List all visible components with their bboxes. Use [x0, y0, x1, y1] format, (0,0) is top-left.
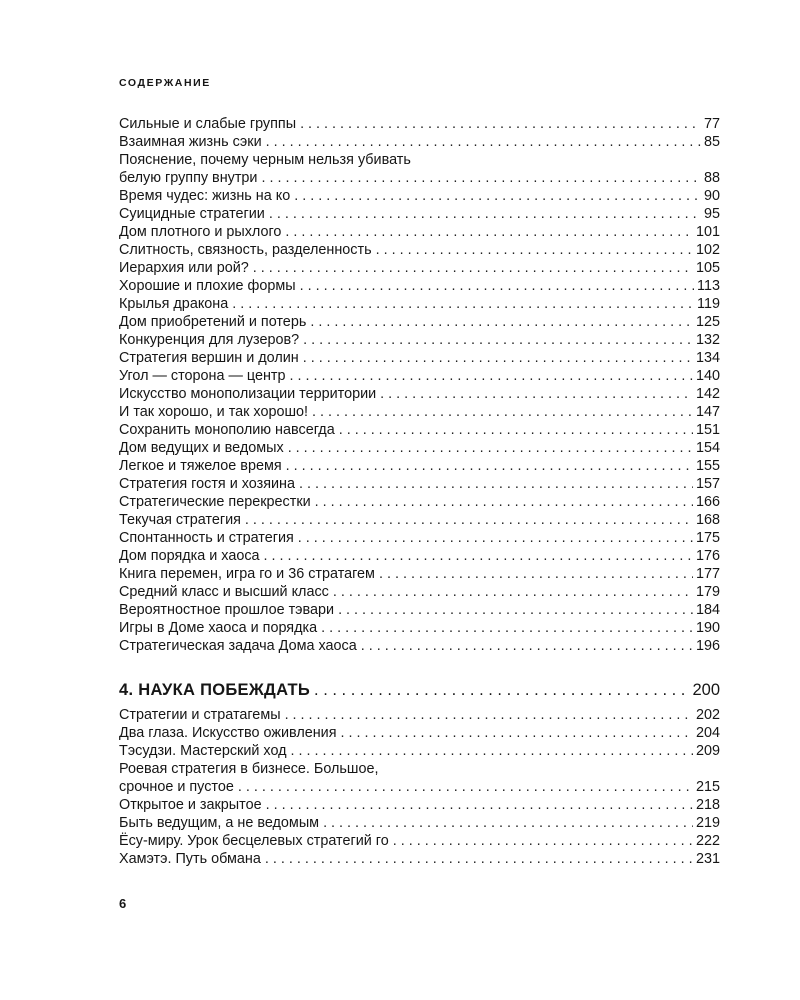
dot-leader: [315, 493, 693, 511]
dot-leader: [269, 205, 701, 223]
toc-entry: [119, 349, 720, 367]
toc-entry-page: 95: [703, 206, 720, 222]
toc-entry: [119, 796, 720, 814]
toc-entry-page: 184: [695, 602, 720, 618]
chapter-page: 200: [692, 681, 720, 699]
toc-entry-title: Стратегическая задача Дома хаоса: [119, 638, 357, 654]
toc-entry-title: Искусство монополизации территории: [119, 386, 377, 402]
toc-entry-title: И так хорошо, и так хорошо!: [119, 404, 309, 420]
page-number: 6: [119, 896, 127, 911]
toc-entry-title: Взаимная жизнь сэки: [119, 134, 262, 150]
toc-entry-title: Конкуренция для лузеров?: [119, 332, 300, 348]
chapter-heading: [119, 680, 720, 700]
toc-entry-title: Иерархия или рой?: [119, 260, 249, 276]
toc-entry: [119, 637, 720, 655]
dot-leader: [288, 439, 693, 457]
dot-leader: [253, 259, 693, 277]
dot-leader: [286, 457, 693, 475]
toc-entry-page: 155: [695, 458, 720, 474]
dot-leader: [310, 313, 693, 331]
dot-leader: [361, 637, 693, 655]
toc-entry-page: 113: [697, 278, 720, 294]
toc-entry-title: Стратегия гостя и хозяина: [119, 476, 295, 492]
toc-entry-page: 176: [695, 548, 720, 564]
toc-entry-page: 166: [695, 494, 720, 510]
dot-leader: [339, 421, 693, 439]
toc-entry: [119, 814, 720, 832]
dot-leader: [323, 814, 693, 832]
toc-entry-page: 132: [695, 332, 720, 348]
toc-entry-title: Время чудес: жизнь на ко: [119, 188, 291, 204]
toc-entry: [119, 187, 720, 205]
toc-entry-page: 179: [695, 584, 720, 600]
toc-entry-title: срочное и пустое: [119, 779, 234, 795]
dot-leader: [341, 724, 693, 742]
toc-entry: [119, 742, 720, 760]
toc-entry: [119, 421, 720, 439]
toc-entry-title: Дом плотного и рыхлого: [119, 224, 282, 240]
toc-entry-title: Два глаза. Искусство оживления: [119, 725, 337, 741]
toc-entry: [119, 724, 720, 742]
toc-entry-page: 177: [695, 566, 720, 582]
toc-entry: [119, 565, 720, 583]
toc-entry-title: Ёсу-миру. Урок бесцелевых стратегий го: [119, 833, 389, 849]
toc-entry-title: Дом приобретений и потерь: [119, 314, 307, 330]
dot-leader: [298, 529, 693, 547]
dot-leader: [303, 331, 693, 349]
toc-entry: [119, 205, 720, 223]
toc-entry-title: Вероятностное прошлое тэвари: [119, 602, 335, 618]
toc-entry-title: Сохранить монополию навсегда: [119, 422, 335, 438]
toc-entry: [119, 133, 720, 151]
dot-leader: [299, 475, 693, 493]
toc-entry-page: 101: [695, 224, 720, 240]
toc-entry-page: 157: [695, 476, 720, 492]
toc-section-b: [119, 706, 720, 868]
toc-entry: [119, 583, 720, 601]
dot-leader: [264, 547, 693, 565]
toc-entry: [119, 778, 720, 796]
dot-leader: [291, 742, 693, 760]
toc-entry-page: 102: [695, 242, 720, 258]
dot-leader: [312, 403, 693, 421]
toc-entry-page: 202: [695, 707, 720, 723]
toc-entry-title-line: Пояснение, почему черным нельзя убивать: [119, 152, 411, 168]
toc-entry-title-line: Роевая стратегия в бизнесе. Большое,: [119, 761, 379, 777]
toc-entry: [119, 277, 720, 295]
toc-entry: [119, 601, 720, 619]
toc-entry: [119, 493, 720, 511]
toc-entry-title: Тэсудзи. Мастерский ход: [119, 743, 287, 759]
toc-entry-title: Быть ведущим, а не ведомым: [119, 815, 320, 831]
toc-entry-title: Стратегии и стратагемы: [119, 707, 281, 723]
toc-entry-title: Средний класс и высший класс: [119, 584, 329, 600]
toc-entry-page: 140: [695, 368, 720, 384]
toc-entry: [119, 529, 720, 547]
toc-entry-page: 147: [695, 404, 720, 420]
toc-entry-page: 134: [695, 350, 720, 366]
toc-entry-title: Крылья дракона: [119, 296, 229, 312]
toc-entry-title: Игры в Доме хаоса и порядка: [119, 620, 318, 636]
dot-leader: [393, 832, 693, 850]
toc-entry-title: белую группу внутри: [119, 170, 258, 186]
dot-leader: [261, 169, 701, 187]
toc-entry: [119, 259, 720, 277]
toc-section-a: [119, 115, 720, 655]
dot-leader: [338, 601, 693, 619]
toc-entry: [119, 241, 720, 259]
toc-entry-page: 154: [695, 440, 720, 456]
toc-entry: [119, 511, 720, 529]
toc-entry-page: 77: [703, 116, 720, 132]
toc-entry-page: 215: [695, 779, 720, 795]
toc-entry-page: 175: [695, 530, 720, 546]
dot-leader: [300, 115, 701, 133]
toc-entry: [119, 295, 720, 313]
toc-entry-page: 88: [703, 170, 720, 186]
toc-entry: [119, 439, 720, 457]
toc-entry-page: 196: [695, 638, 720, 654]
toc-entry: [119, 169, 720, 187]
toc-entry: [119, 313, 720, 331]
toc-entry-page: 218: [695, 797, 720, 813]
toc-entry-title: Суицидные стратегии: [119, 206, 265, 222]
toc-entry-title: Открытое и закрытое: [119, 797, 262, 813]
dot-leader: [380, 385, 693, 403]
chapter-title: 4. НАУКА ПОБЕЖДАТЬ: [119, 681, 311, 699]
toc-entry: [119, 385, 720, 403]
toc-entry: [119, 403, 720, 421]
dot-leader: [232, 295, 694, 313]
toc-entry-page: 125: [695, 314, 720, 330]
toc-entry-page: 231: [695, 851, 720, 867]
toc-entry: [119, 457, 720, 475]
toc-entry-title: Хамэтэ. Путь обмана: [119, 851, 261, 867]
toc-entry-page: 90: [703, 188, 720, 204]
toc-entry-title: Книга перемен, игра го и 36 стратагем: [119, 566, 375, 582]
dot-leader: [333, 583, 693, 601]
toc-entry-page: 168: [695, 512, 720, 528]
toc-entry-page: 142: [695, 386, 720, 402]
toc-entry-page: 219: [695, 815, 720, 831]
toc-entry-page: 151: [695, 422, 720, 438]
toc-entry-title: Сильные и слабые группы: [119, 116, 297, 132]
toc-entry-title: Дом порядка и хаоса: [119, 548, 260, 564]
toc-entry-title: Спонтанность и стратегия: [119, 530, 294, 546]
toc-entry-title: Хорошие и плохие формы: [119, 278, 296, 294]
toc-entry: [119, 850, 720, 868]
toc-entry: [119, 223, 720, 241]
toc-entry-title: Стратегические перекрестки: [119, 494, 311, 510]
toc-entry-title: Текучая стратегия: [119, 512, 241, 528]
toc-entry-title: Легкое и тяжелое время: [119, 458, 282, 474]
dot-leader: [290, 367, 693, 385]
toc-entry: [119, 832, 720, 850]
dot-leader: [294, 187, 701, 205]
toc-entry-title: Угол — сторона — центр: [119, 368, 286, 384]
running-head: СОДЕРЖАНИЕ: [119, 77, 211, 89]
toc-entry-title: Стратегия вершин и долин: [119, 350, 299, 366]
dot-leader: [285, 706, 693, 724]
dot-leader: [303, 349, 693, 367]
toc-entry-title: Дом ведущих и ведомых: [119, 440, 284, 456]
dot-leader: [238, 778, 693, 796]
toc-entry: [119, 115, 720, 133]
dot-leader: [245, 511, 693, 529]
toc-entry: [119, 706, 720, 724]
dot-leader: [285, 223, 693, 241]
toc-entry-page: 85: [703, 134, 720, 150]
toc-entry: [119, 331, 720, 349]
toc-entry-title: Слитность, связность, разделенность: [119, 242, 372, 258]
toc-entry-page: 190: [695, 620, 720, 636]
toc-entry-page: 222: [695, 833, 720, 849]
toc-entry: [119, 547, 720, 565]
toc-entry: [119, 367, 720, 385]
toc-entry: [119, 475, 720, 493]
toc-entry-page: 204: [695, 725, 720, 741]
dot-leader: [266, 133, 701, 151]
dot-leader: [265, 850, 693, 868]
dot-leader: [321, 619, 693, 637]
dot-leader: [376, 241, 693, 259]
toc-entry-page: 119: [697, 296, 720, 312]
dot-leader: [266, 796, 693, 814]
toc-entry-page: 105: [695, 260, 720, 276]
dot-leader: [300, 277, 694, 295]
dot-leader: [314, 680, 689, 700]
toc-entry-page: 209: [695, 743, 720, 759]
dot-leader: [379, 565, 693, 583]
toc-entry: [119, 619, 720, 637]
